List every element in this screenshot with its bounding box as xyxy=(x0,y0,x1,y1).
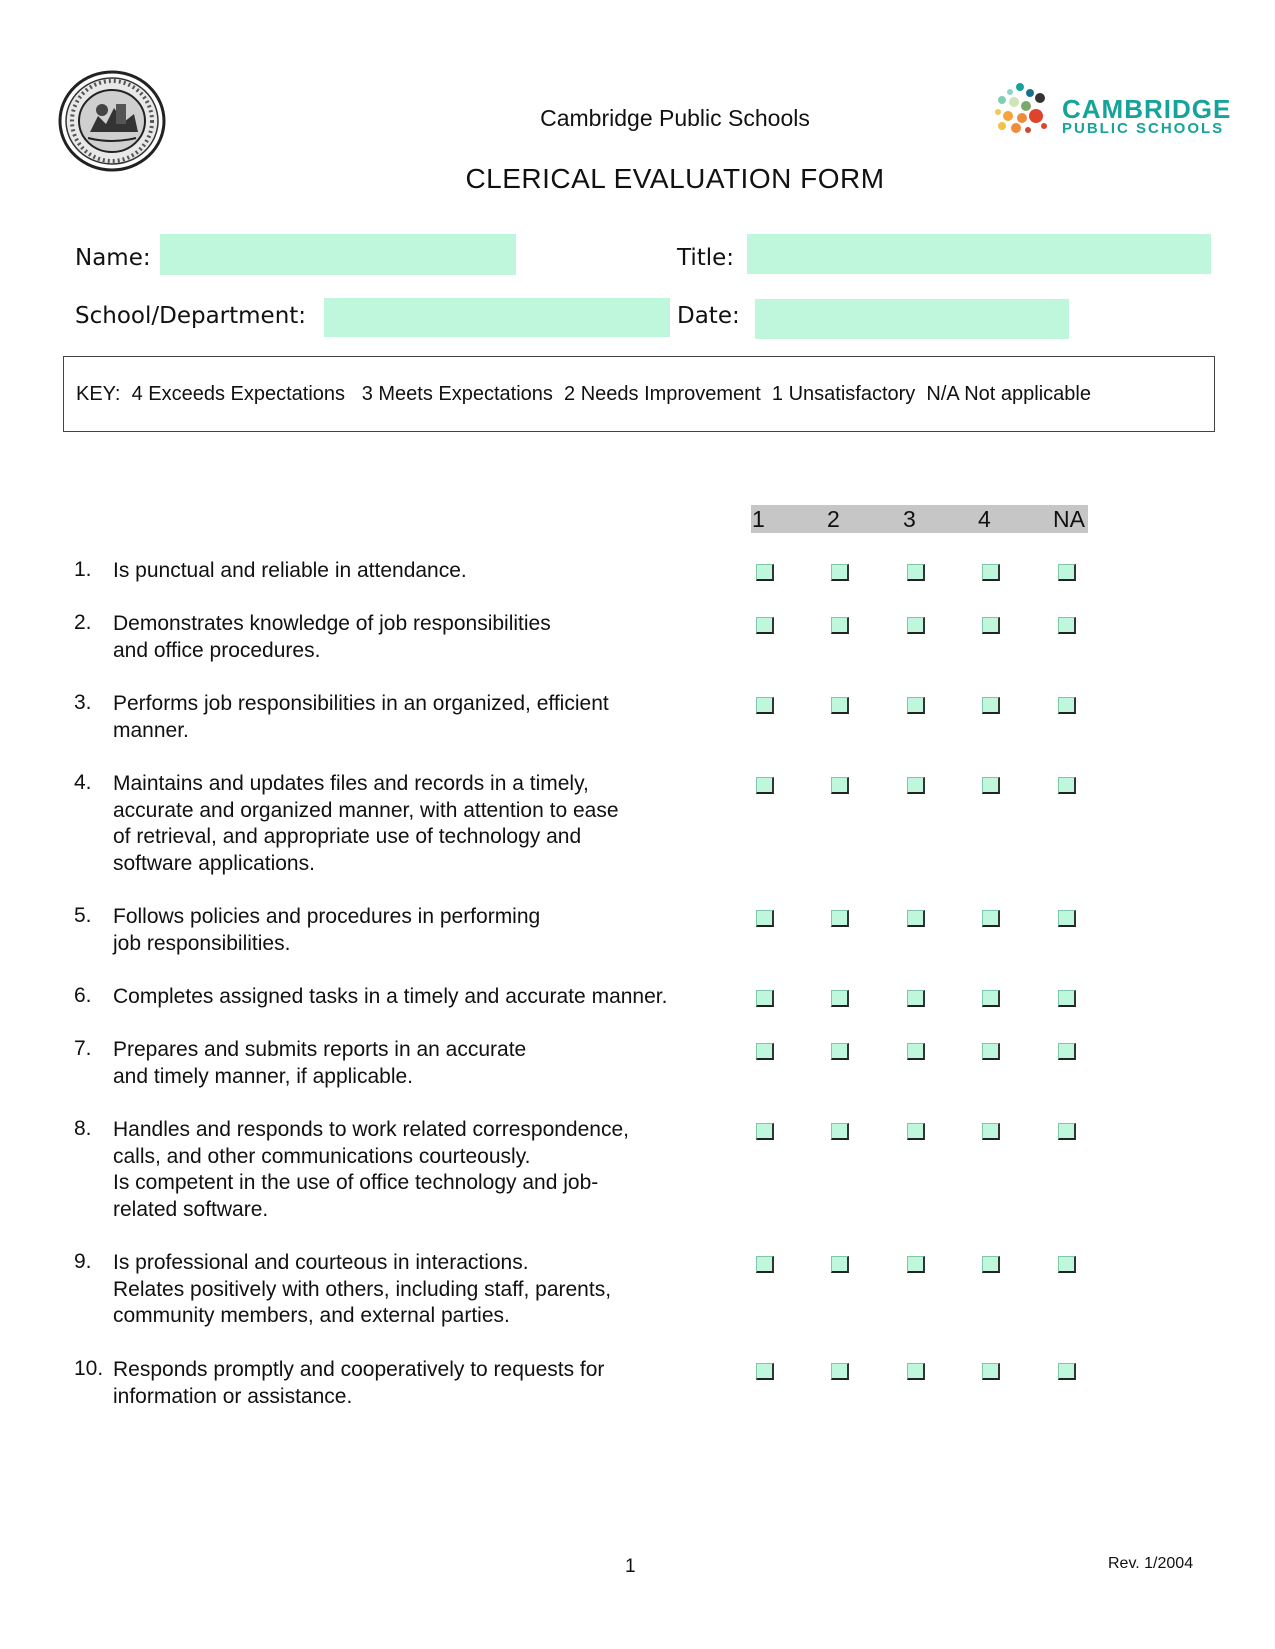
rating-checkbox-2[interactable] xyxy=(831,910,849,927)
logo-text-cambridge: CAMBRIDGE xyxy=(1062,94,1232,124)
rating-checkbox-4[interactable] xyxy=(982,910,1000,927)
rating-checkbox-2[interactable] xyxy=(831,617,849,634)
item-number: 7. xyxy=(74,1037,92,1060)
title-field[interactable] xyxy=(747,234,1211,274)
rating-checkbox-2[interactable] xyxy=(831,1363,849,1380)
rating-checkbox-1[interactable] xyxy=(756,697,774,714)
school-department-field[interactable] xyxy=(324,298,670,337)
rating-checkbox-2[interactable] xyxy=(831,697,849,714)
item-text: Performs job responsibilities in an organized, efficient manner. xyxy=(113,692,609,742)
item-text: Demonstrates knowledge of job responsibilities and office procedures. xyxy=(113,612,551,662)
rating-column-na: NA xyxy=(1053,506,1085,532)
rating-column-3: 3 xyxy=(903,506,916,532)
rating-checkbox-1[interactable] xyxy=(756,564,774,581)
rating-checkbox-1[interactable] xyxy=(756,1256,774,1273)
school-department-label: School/Department: xyxy=(75,303,307,329)
item-number: 2. xyxy=(74,611,92,634)
rating-checkbox-1[interactable] xyxy=(756,1363,774,1380)
date-field[interactable] xyxy=(755,299,1069,339)
form-title: CLERICAL EVALUATION FORM xyxy=(465,163,885,194)
page-number: 1 xyxy=(625,1556,636,1577)
rating-checkbox-3[interactable] xyxy=(907,1256,925,1273)
rating-checkbox-na[interactable] xyxy=(1058,564,1076,581)
rating-checkbox-na[interactable] xyxy=(1058,777,1076,794)
rating-checkbox-2[interactable] xyxy=(831,777,849,794)
item-text: Is punctual and reliable in attendance. xyxy=(113,559,467,582)
name-label: Name: xyxy=(75,245,151,271)
rating-column-1: 1 xyxy=(752,506,765,532)
rating-checkbox-3[interactable] xyxy=(907,564,925,581)
item-text: Maintains and updates files and records in a timely, accurate and organized manner, with attention to ease of retrieval, and appropriate use of technology and software applications. xyxy=(113,772,619,875)
revision-label: Rev. 1/2004 xyxy=(1108,1555,1194,1572)
rating-checkbox-na[interactable] xyxy=(1058,697,1076,714)
rating-checkbox-2[interactable] xyxy=(831,990,849,1007)
rating-checkbox-1[interactable] xyxy=(756,1043,774,1060)
item-number: 9. xyxy=(74,1250,92,1273)
rating-checkbox-4[interactable] xyxy=(982,1043,1000,1060)
item-number: 5. xyxy=(74,904,92,927)
rating-checkbox-na[interactable] xyxy=(1058,1256,1076,1273)
rating-checkbox-4[interactable] xyxy=(982,697,1000,714)
rating-checkbox-3[interactable] xyxy=(907,777,925,794)
rating-checkbox-na[interactable] xyxy=(1058,1363,1076,1380)
rating-checkbox-3[interactable] xyxy=(907,1123,925,1140)
rating-key-text: KEY: 4 Exceeds Expectations 3 Meets Expectations 2 Needs Improvement 1 Unsatisfactory N/A Not applicable xyxy=(76,383,1091,405)
rating-checkbox-1[interactable] xyxy=(756,777,774,794)
rating-checkbox-na[interactable] xyxy=(1058,910,1076,927)
rating-checkbox-4[interactable] xyxy=(982,564,1000,581)
city-seal-icon xyxy=(58,70,166,172)
item-number: 10. xyxy=(74,1357,104,1380)
rating-key-box xyxy=(63,356,1215,432)
rating-checkbox-na[interactable] xyxy=(1058,1043,1076,1060)
rating-checkbox-2[interactable] xyxy=(831,564,849,581)
rating-checkbox-2[interactable] xyxy=(831,1123,849,1140)
rating-checkbox-na[interactable] xyxy=(1058,617,1076,634)
school-name: Cambridge Public Schools xyxy=(540,105,810,131)
rating-header xyxy=(751,505,1088,533)
rating-checkbox-na[interactable] xyxy=(1058,990,1076,1007)
rating-checkbox-2[interactable] xyxy=(831,1256,849,1273)
item-text: Follows policies and procedures in performing job responsibilities. xyxy=(113,905,541,955)
item-text: Prepares and submits reports in an accurate and timely manner, if applicable. xyxy=(113,1038,527,1088)
rating-checkbox-4[interactable] xyxy=(982,617,1000,634)
item-number: 8. xyxy=(74,1117,92,1140)
item-text: Is professional and courteous in interactions. Relates positively with others, including staff, parents, community members, and external parties. xyxy=(113,1251,612,1327)
item-text: Completes assigned tasks in a timely and accurate manner. xyxy=(113,985,668,1008)
rating-checkbox-2[interactable] xyxy=(831,1043,849,1060)
rating-column-2: 2 xyxy=(827,506,840,532)
rating-checkbox-4[interactable] xyxy=(982,1256,1000,1273)
rating-checkbox-1[interactable] xyxy=(756,990,774,1007)
rating-column-4: 4 xyxy=(978,506,991,532)
logo-text-public-schools: PUBLIC SCHOOLS xyxy=(1062,120,1225,137)
rating-checkbox-3[interactable] xyxy=(907,697,925,714)
rating-checkbox-1[interactable] xyxy=(756,910,774,927)
item-number: 1. xyxy=(74,558,92,581)
rating-checkbox-4[interactable] xyxy=(982,1363,1000,1380)
rating-checkbox-3[interactable] xyxy=(907,1043,925,1060)
item-number: 6. xyxy=(74,984,92,1007)
date-label: Date: xyxy=(677,303,740,329)
rating-checkbox-4[interactable] xyxy=(982,990,1000,1007)
name-field[interactable] xyxy=(160,234,516,275)
rating-checkbox-3[interactable] xyxy=(907,990,925,1007)
rating-checkbox-3[interactable] xyxy=(907,910,925,927)
item-text: Handles and responds to work related correspondence, calls, and other communications courteously. Is competent in the use of office technology and job- related software. xyxy=(113,1118,629,1221)
title-label: Title: xyxy=(677,245,735,271)
rating-checkbox-3[interactable] xyxy=(907,617,925,634)
rating-checkbox-4[interactable] xyxy=(982,1123,1000,1140)
rating-checkbox-na[interactable] xyxy=(1058,1123,1076,1140)
rating-checkbox-1[interactable] xyxy=(756,1123,774,1140)
item-number: 4. xyxy=(74,771,92,794)
rating-checkbox-4[interactable] xyxy=(982,777,1000,794)
rating-checkbox-3[interactable] xyxy=(907,1363,925,1380)
item-text: Responds promptly and cooperatively to requests for information or assistance. xyxy=(113,1358,605,1408)
rating-checkbox-1[interactable] xyxy=(756,617,774,634)
item-number: 3. xyxy=(74,691,92,714)
